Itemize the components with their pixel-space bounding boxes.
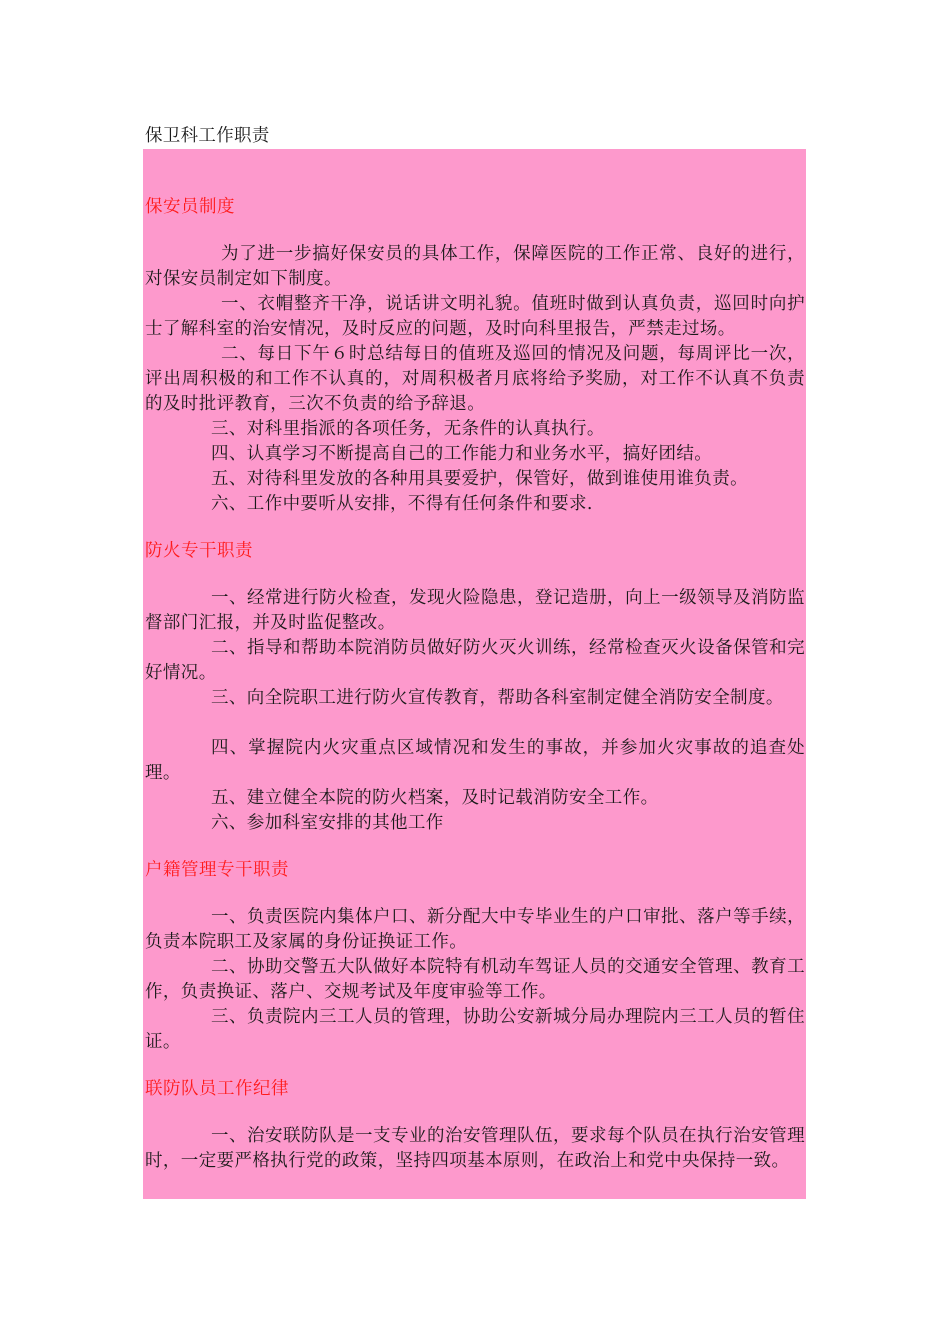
section-household-registration-duties xyxy=(145,858,805,1055)
paragraph: 五、对待科里发放的各种用具要爱护，保管好，做到谁使用谁负责。 xyxy=(211,469,748,489)
section-heading: 联防队员工作纪律 xyxy=(145,1079,289,1099)
paragraph: 三、负责院内三工人员的管理，协助公安新城分局办理院内三工人员的暂住证。 xyxy=(145,1007,805,1052)
paragraph: 四、掌握院内火灾重点区域情况和发生的事故，并参加火灾事故的追查处理。 xyxy=(145,738,805,783)
section-heading: 防火专干职责 xyxy=(145,541,253,561)
paragraph: 一、治安联防队是一支专业的治安管理队伍，要求每个队员在执行治安管理时，一定要严格执行党的政策，坚持四项基本原则，在政治上和党中央保持一致。 xyxy=(145,1126,805,1171)
paragraph: 一、经常进行防火检查，发现火险隐患，登记造册，向上一级领导及消防监督部门汇报，并及时监促整改。 xyxy=(145,588,805,633)
section-joint-defense-discipline xyxy=(145,1077,805,1174)
paragraph: 三、对科里指派的各项任务，无条件的认真执行。 xyxy=(211,419,605,439)
document-body xyxy=(145,195,805,1174)
section-heading: 保安员制度 xyxy=(145,197,235,217)
paragraph: 二、指导和帮助本院消防员做好防火灭火训练，经常检查灭火设备保管和完好情况。 xyxy=(145,638,805,683)
paragraph: 四、认真学习不断提高自己的工作能力和业务水平，搞好团结。 xyxy=(211,444,713,464)
paragraph: 二、协助交警五大队做好本院特有机动车驾证人员的交通安全管理、教育工作，负责换证、落户、交规考试及年度审验等工作。 xyxy=(145,957,805,1002)
paragraph: 五、建立健全本院的防火档案，及时记载消防安全工作。 xyxy=(211,788,659,808)
paragraph: 六、参加科室安排的其他工作 xyxy=(211,813,444,833)
section-heading: 户籍管理专干职责 xyxy=(145,860,289,880)
paragraph: 六、工作中要听从安排，不得有任何条件和要求. xyxy=(211,494,593,514)
section-fire-prevention-duties xyxy=(145,539,805,836)
paragraph: 一、负责医院内集体户口、新分配大中专毕业生的户口审批、落户等手续，负责本院职工及家属的身份证换证工作。 xyxy=(145,907,805,952)
paragraph: 三、向全院职工进行防火宣传教育，帮助各科室制定健全消防安全制度。 xyxy=(211,688,784,708)
paragraph: 为了进一步搞好保安员的具体工作，保障医院的工作正常、良好的进行，对保安员制定如下制度。 xyxy=(145,244,805,289)
section-security-guard-rules xyxy=(145,195,805,517)
document-title: 保卫科工作职责 xyxy=(145,126,270,146)
paragraph: 一、衣帽整齐干净，说话讲文明礼貌。值班时做到认真负责，巡回时向护士了解科室的治安情况，及时反应的问题，及时向科里报告，严禁走过场。 xyxy=(145,294,805,339)
paragraph: 二、每日下午６时总结每日的值班及巡回的情况及问题，每周评比一次，评出周积极的和工作不认真的，对周积极者月底将给予奖励，对工作不认真不负责的及时批评教育，三次不负责的给予辞退。 xyxy=(145,344,805,414)
